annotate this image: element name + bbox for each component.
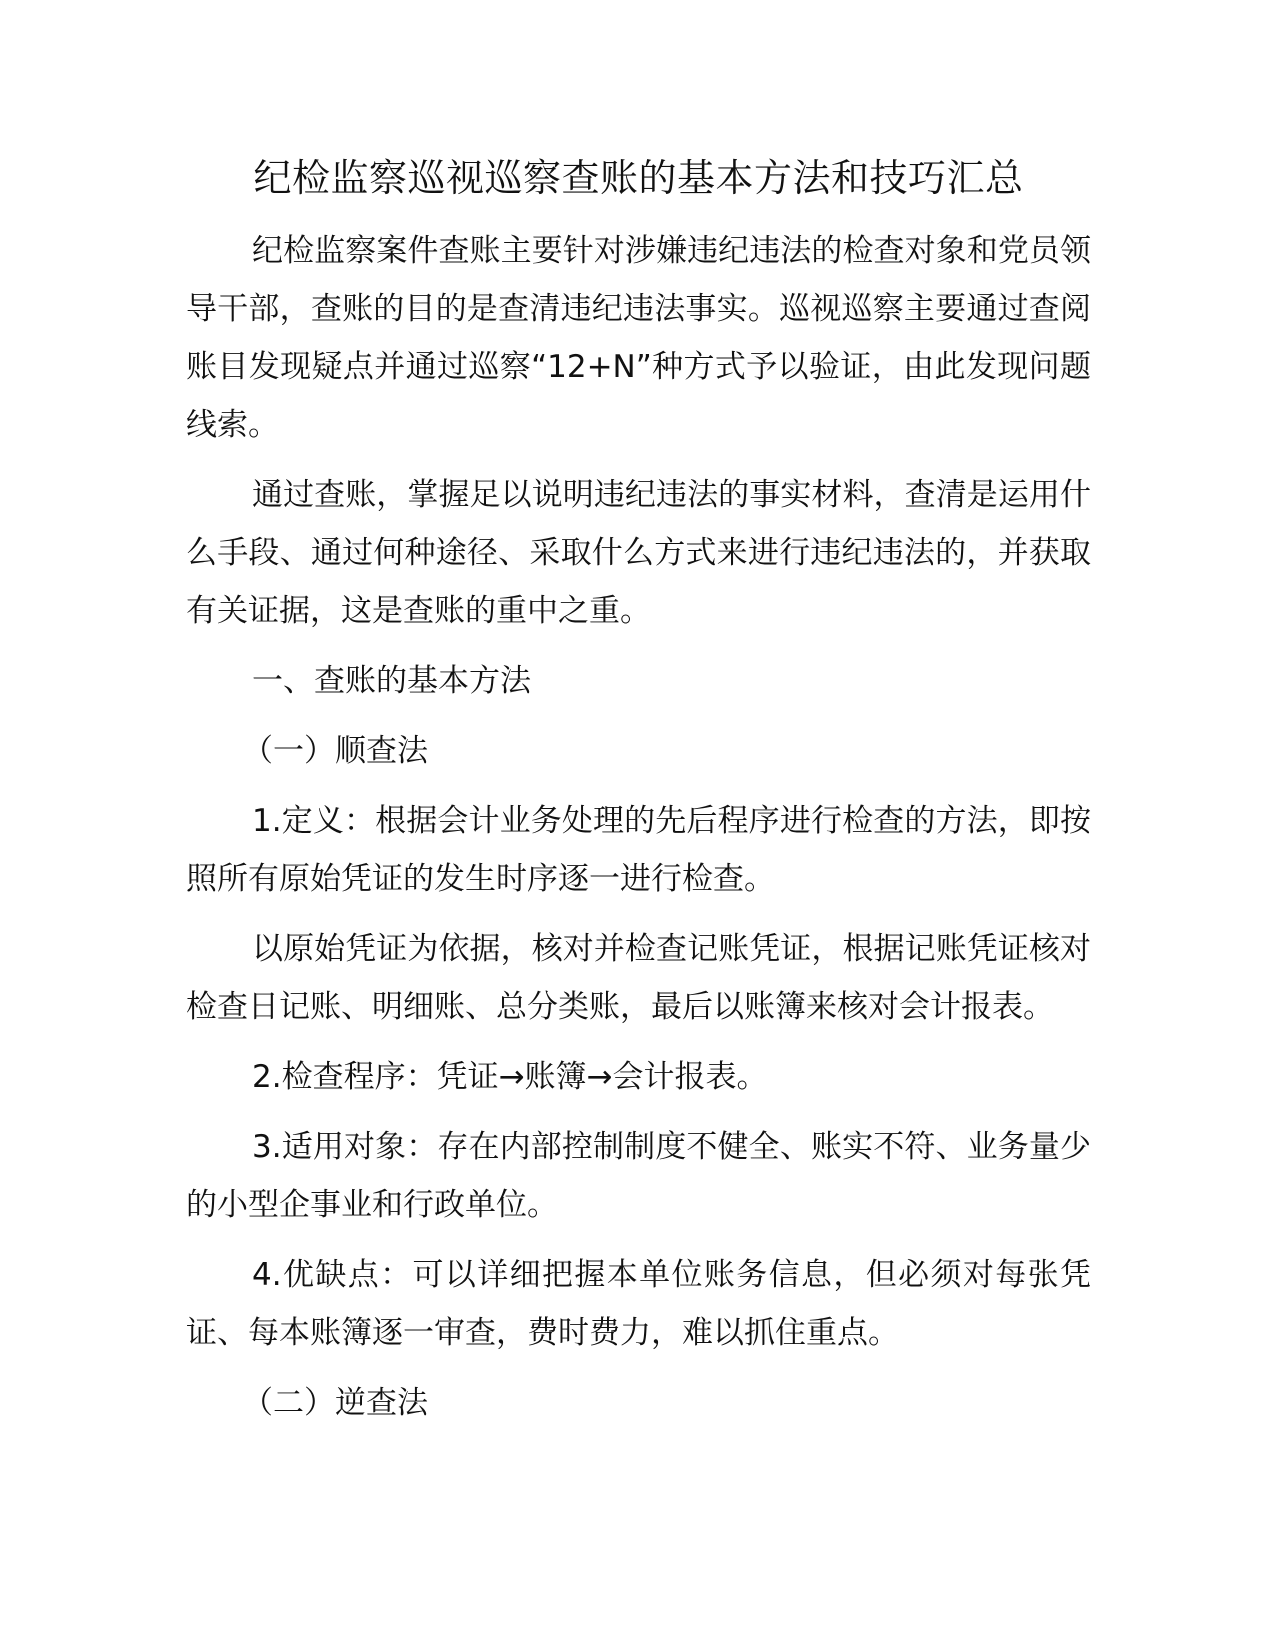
paragraph-purpose: 通过查账，掌握足以说明违纪违法的事实材料，查清是运用什么手段、通过何种途径、采取什么方式来进行违纪违法的，并获取有关证据，这是查账的重中之重。 — [186, 477, 1091, 629]
paragraph-definition: 1.定义：根据会计业务处理的先后程序进行检查的方法，即按照所有原始凭证的发生时序逐一进行检查。 — [186, 803, 1091, 897]
document-title: 纪检监察巡视巡察查账的基本方法和技巧汇总 — [253, 156, 1024, 200]
paragraph-voucher-basis: 以原始凭证为依据，核对并检查记账凭证，根据记账凭证核对检查日记账、明细账、总分类账，最后以账簿来核对会计报表。 — [186, 931, 1091, 1025]
paragraph-intro: 纪检监察案件查账主要针对涉嫌违纪违法的检查对象和党员领导干部，查账的目的是查清违纪违法事实。巡视巡察主要通过查阅账目发现疑点并通过巡察“12+N”种方式予以验证，由此发现问题线索。 — [186, 233, 1091, 443]
section-heading-basic-methods: 一、查账的基本方法 — [252, 663, 531, 699]
paragraph-procedure: 2.检查程序：凭证→账簿→会计报表。 — [252, 1059, 768, 1095]
subsection-heading-forward-check: （一）顺查法 — [242, 733, 428, 769]
document-page — [186, 150, 1091, 1444]
paragraph-pros-cons: 4.优缺点：可以详细把握本单位账务信息，但必须对每张凭证、每本账簿逐一审查，费时费力，难以抓住重点。 — [186, 1257, 1091, 1351]
paragraph-applicable-objects: 3.适用对象：存在内部控制制度不健全、账实不符、业务量少的小型企事业和行政单位。 — [186, 1129, 1091, 1223]
subsection-heading-reverse-check: （二）逆查法 — [242, 1385, 428, 1421]
